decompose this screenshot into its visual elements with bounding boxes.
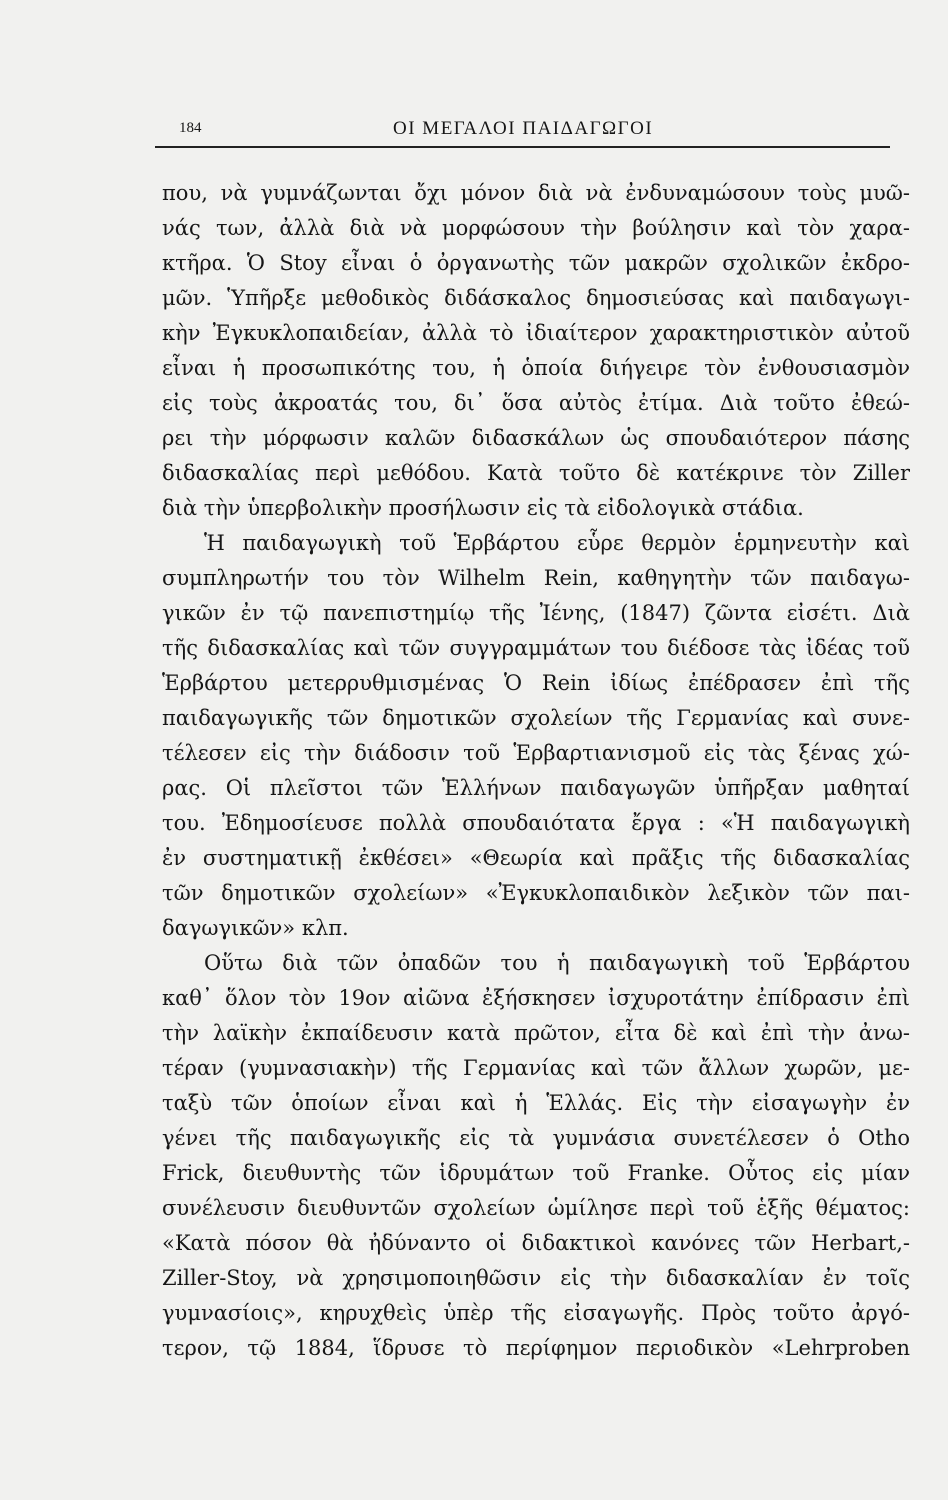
text-line: Ἡ παιδαγωγικὴ τοῦ Ἑρβάρτου εὗρε θερμὸν ἑρμηνευτὴν καὶ [204,531,910,555]
text-line: Οὕτω διὰ τῶν ὀπαδῶν του ἡ παιδαγωγικὴ τοῦ Ἑρβάρτου [204,951,910,975]
page-number: 184 [179,120,202,136]
text-line: συμπληρωτήν του τὸν Wilhelm Rein, καθηγητὴν τῶν παιδαγω- [162,566,910,590]
text-line: ρει τὴν μόρφωσιν καλῶν διδασκάλων ὡς σπουδαιότερον πάσης [162,426,910,450]
text-line: παιδαγωγικῆς τῶν δημοτικῶν σχολείων τῆς Γερμανίας καὶ συνε- [162,706,910,730]
text-line: Ziller-Stoy, νὰ χρησιμοποιηθῶσιν εἰς τὴν διδασκαλίαν ἐν τοῖς [162,1266,910,1290]
text-line: κὴν Ἐγκυκλοπαιδείαν, ἀλλὰ τὸ ἰδιαίτερον χαρακτηριστικὸν αὐτοῦ [162,321,910,345]
text-line: ρας. Οἱ πλεῖστοι τῶν Ἑλλήνων παιδαγωγῶν ὑπῆρξαν μαθηταί [162,776,910,800]
text-line: γικῶν ἐν τῷ πανεπιστημίῳ τῆς Ἰένης, (1847) ζῶντα εἰσέτι. Διὰ [162,601,910,625]
text-line: του. Ἐδημοσίευσε πολλὰ σπουδαιότατα ἔργα : «Ἡ παιδαγωγικὴ [162,811,910,835]
text-line: τῆς διδασκαλίας καὶ τῶν συγγραμμάτων του διέδοσε τὰς ἰδέας τοῦ [162,636,910,660]
text-line: τὴν λαϊκὴν ἐκπαίδευσιν κατὰ πρῶτον, εἶτα δὲ καὶ ἐπὶ τὴν ἀνω- [162,1021,910,1045]
text-line: νάς των, ἀλλὰ διὰ νὰ μορφώσουν τὴν βούλησιν καὶ τὸν χαρα- [162,216,910,240]
text-line: τῶν δημοτικῶν σχολείων» «Ἐγκυκλοπαιδικὸν λεξικὸν τῶν παι- [162,881,910,905]
text-line: δαγωγικῶν» κλπ. [162,916,349,940]
text-line: τέλεσεν εἰς τὴν διάδοσιν τοῦ Ἑρβαρτιανισμοῦ εἰς τὰς ξένας χώ- [162,741,910,765]
text-line: συνέλευσιν διευθυντῶν σχολείων ὡμίλησε περὶ τοῦ ἑξῆς θέματος: [162,1196,910,1220]
body-text [162,176,910,1366]
text-line: τέραν (γυμνασιακὴν) τῆς Γερμανίας καὶ τῶν ἄλλων χωρῶν, με- [162,1056,910,1080]
text-line: Frick, διευθυντὴς τῶν ἱδρυμάτων τοῦ Franke. Οὗτος εἰς μίαν [162,1161,910,1185]
text-line: ταξὺ τῶν ὁποίων εἶναι καὶ ἡ Ἑλλάς. Εἰς τὴν εἰσαγωγὴν ἐν [162,1091,910,1115]
page-header [155,116,890,148]
text-line: «Κατὰ πόσον θὰ ἠδύναντο οἱ διδακτικοὶ κανόνες τῶν Herbart,- [162,1231,910,1255]
text-line: διδασκαλίας περὶ μεθόδου. Κατὰ τοῦτο δὲ κατέκρινε τὸν Ziller [162,461,910,485]
text-line: κτῆρα. Ὁ Stoy εἶναι ὁ ὀργανωτὴς τῶν μακρῶν σχολικῶν ἐκδρο- [162,251,910,275]
text-line: που, νὰ γυμνάζωνται ὄχι μόνον διὰ νὰ ἐνδυναμώσουν τοὺς μυῶ- [162,181,910,205]
text-line: εἶναι ἡ προσωπικότης του, ἡ ὁποία διήγειρε τὸν ἐνθουσιασμὸν [162,356,910,380]
text-line: γυμνασίοις», κηρυχθεὶς ὑπὲρ τῆς εἰσαγωγῆς. Πρὸς τοῦτο ἀργό- [162,1301,910,1325]
text-line: Ἑρβάρτου μετερρυθμισμένας Ὁ Rein ἰδίως ἐπέδρασεν ἐπὶ τῆς [162,671,910,695]
text-line: τερον, τῷ 1884, ἵδρυσε τὸ περίφημον περιοδικὸν «Lehrproben [162,1336,910,1360]
text-line: καθ᾽ ὅλον τὸν 19ον αἰῶνα ἐξήσκησεν ἰσχυροτάτην ἐπίδρασιν ἐπὶ [162,986,910,1010]
text-line: διὰ τὴν ὑπερβολικὴν προσήλωσιν εἰς τὰ εἰδολογικὰ στάδια. [162,496,804,520]
text-line: εἰς τοὺς ἀκροατάς του, δι᾽ ὅσα αὐτὸς ἐτίμα. Διὰ τοῦτο ἐθεώ- [162,391,910,415]
text-line: ἐν συστηματικῇ ἐκθέσει» «Θεωρία καὶ πρᾶξις τῆς διδασκαλίας [162,846,910,870]
running-title: ΟΙ ΜΕΓΑΛΟΙ ΠΑΙΔΑΓΩΓΟΙ [393,118,654,139]
text-line: γένει τῆς παιδαγωγικῆς εἰς τὰ γυμνάσια συνετέλεσεν ὁ Otho [162,1126,910,1150]
text-line: μῶν. Ὑπῆρξε μεθοδικὸς διδάσκαλος δημοσιεύσας καὶ παιδαγωγι- [162,286,910,310]
